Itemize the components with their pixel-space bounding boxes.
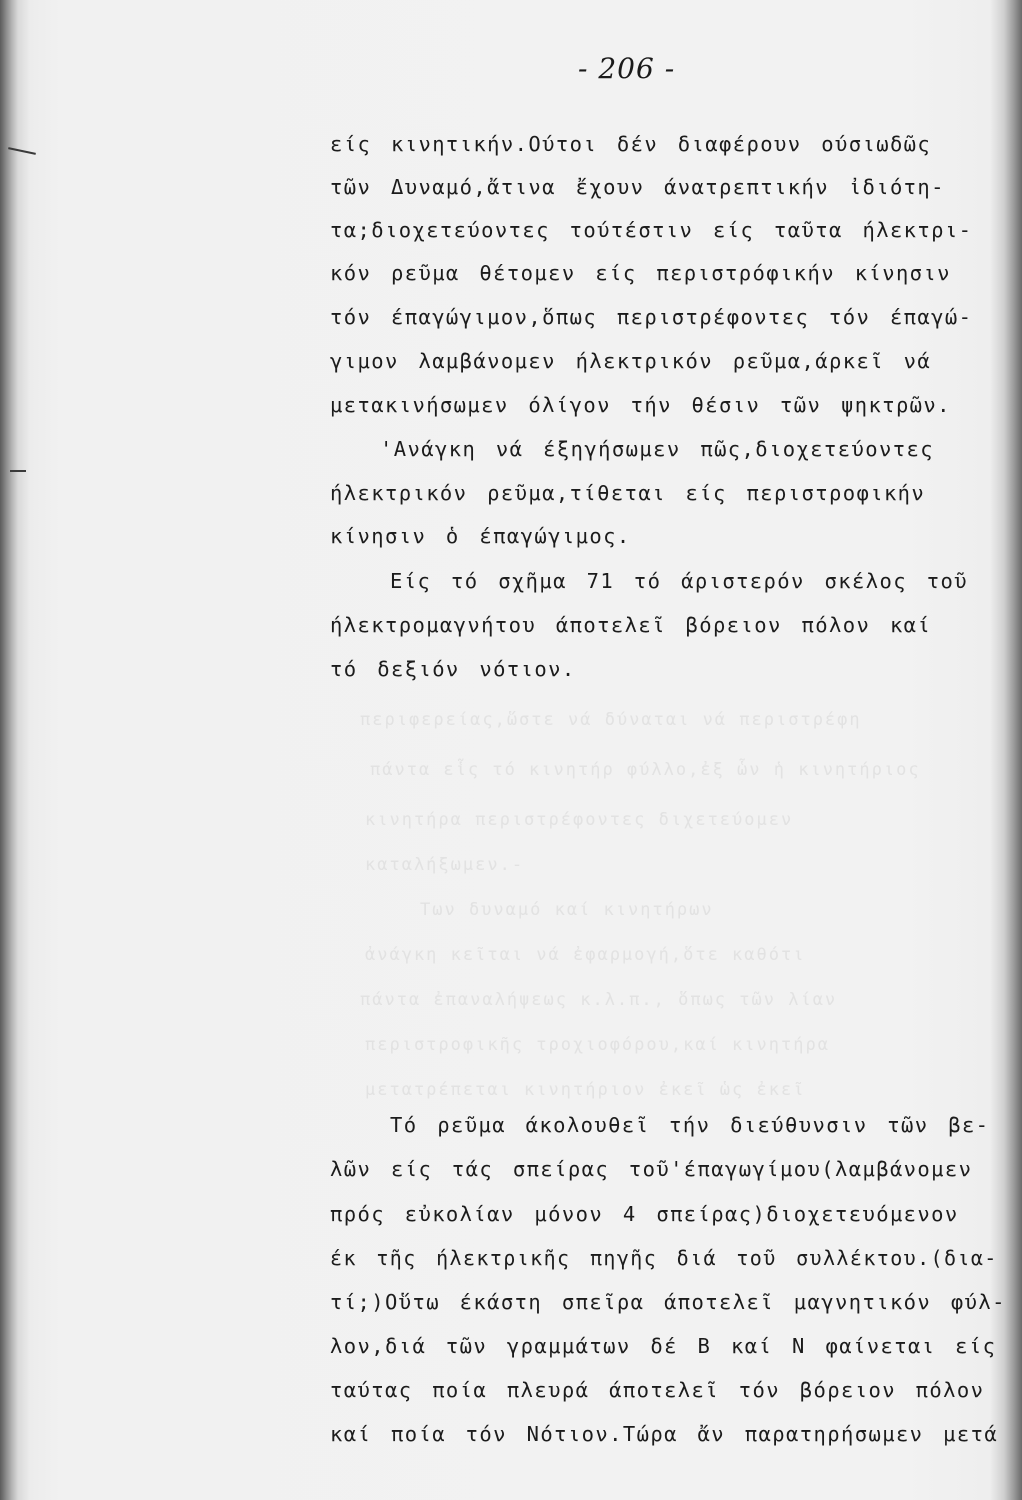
text-line: γιμον λαμβάνομεν ήλεκτρικόν ρεῦμα,άρκεῖ νά [330,349,932,373]
text-line: Είς τό σχῆμα 71 τό άριστερόν σκέλος τοῦ [390,569,968,593]
text-line: ήλεκτρομαγνήτου άποτελεῖ βόρειον πόλον καί [330,613,932,637]
text-line: τό δεξιόν νότιον. [330,657,576,681]
bleed-text: κινητήρα περιστρέφοντες διχετεύομεν [365,810,794,830]
text-line: ταύτας ποία πλευρά άποτελεῖ τόν βόρειον πόλον [330,1378,985,1402]
text-line: 'Ανάγκη νά έξηγήσωμεν πῶς,διοχετεύοντες [380,437,934,461]
text-line: λῶν είς τάς σπείρας τοῦ'έπαγωγίμου(λαμβάνομεν [330,1157,973,1181]
bleed-text: μετατρέπεται κινητήριον ἐκεῖ ὡς ἐκεῖ [365,1080,806,1100]
text-line: κίνησιν ὁ έπαγώγιμος. [330,524,631,548]
margin-mark [10,470,26,472]
bleed-text: πάντα ἐπαναλήψεως κ.λ.π., ὅπως τῶν λίαν [360,990,838,1010]
text-line: Τό ρεῦμα άκολουθεῖ τήν διεύθυνσιν τῶν βε- [390,1113,990,1137]
text-line: τί;)Οὕτω έκάστη σπεῖρα άποτελεῖ μαγνητικόν φύλ- [330,1290,1006,1314]
bleed-text: Των δυναμό καί κινητήρων [420,900,714,920]
bleed-text: περιφερείας,ὥστε νά δύναται νά περιστρέφη [360,710,862,730]
page-number: - 206 - [578,52,676,85]
bleed-text: ἀνάγκη κεῖται νά ἐφαρμογή,ὅτε καθότι [365,945,806,965]
text-line: κόν ρεῦμα θέτομεν είς περιστρόφικήν κίνησιν [330,261,951,285]
text-line: είς κινητικήν.Ούτοι δέν διαφέρουν ούσιωδῶς [330,132,932,156]
text-line: έκ τῆς ήλεκτρικῆς πηγῆς διά τοῦ συλλέκτου.(δια- [330,1246,998,1270]
text-line: τόν έπαγώγιμον,ὅπως περιστρέφοντες τόν έπαγώ- [330,305,973,329]
text-line: πρός εὐκολίαν μόνον 4 σπείρας)διοχετευόμενον [330,1202,959,1226]
bleed-text: καταλήξωμεν.- [365,855,525,875]
text-line: μετακινήσωμεν όλίγον τήν θέσιν τῶν ψηκτρῶν. [330,393,951,417]
text-line: καί ποία τόν Νότιον.Τώρα ἄν παρατηρήσωμεν μετά [330,1422,999,1446]
bleed-text: περιστροφικῆς τροχιοφόρου,καί κινητήρα [365,1035,830,1055]
bleed-text: πάντα εἷς τό κινητήρ φύλλο,ἐξ ὧν ἡ κινητήριος [370,760,921,780]
text-line: τῶν Δυναμό,ἄτινα ἔχουν άνατρεπτικήν ἰδιότη- [330,175,945,199]
text-line: λον,διά τῶν γραμμάτων δέ Β καί Ν φαίνεται είς [330,1334,997,1358]
text-line: τα;διοχετεύοντες τούτέστιν είς ταῦτα ήλεκτρι- [330,218,973,242]
text-line: ήλεκτρικόν ρεῦμα,τίθεται είς περιστροφικήν [330,481,926,505]
